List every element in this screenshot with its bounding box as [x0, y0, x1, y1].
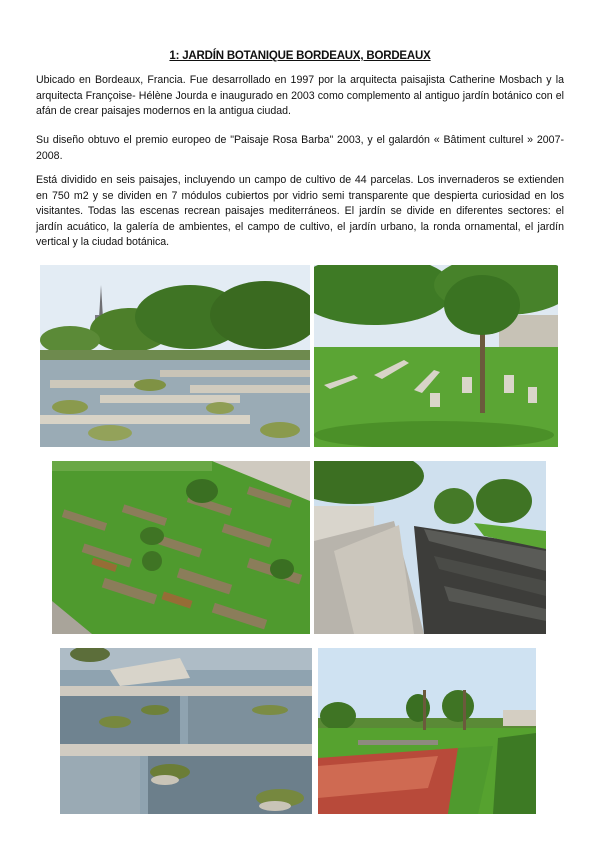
- paragraph-location: Ubicado en Bordeaux, Francia. Fue desarrollado en 1997 por la arquitecta paisajista Catherine Mosbach y la arquitecta Françoise- Hélène Jourda e inaugurado en 2003 como complemento al antiguo jardín botánico con el afán de crear paisajes modernos en la antigua ciudad.: [36, 74, 564, 118]
- photo-aquatic-pools: [60, 648, 312, 814]
- paragraph-awards: Su diseño obtuvo el premio europeo de "Paisaje Rosa Barba" 2003, y el galardón « Bâtiment culturel » 2007-2008.: [36, 134, 564, 162]
- document-title: 1: JARDÍN BOTANIQUE BORDEAUX, BORDEAUX: [169, 50, 431, 62]
- paragraph-description: Está dividido en seis paisajes, incluyendo un campo de cultivo de 44 parcelas. Los invernaderos se extienden en 750 m2 y se dividen en 7 módulos cubiertos por vidrio semi transparente que despierta curiosidad en los visitantes. Todas las escenas recrean paisajes mediterráneos. El jardín se divide en diferentes sectores: el jardín acuático, la galería de ambientes, el campo de cultivo, el jardín urbano, la ronda ornamental, el jardín vertical y la ciudad botánica.: [36, 174, 564, 249]
- photo-water-garden-spire: [40, 265, 310, 447]
- photo-slate-wall-path: [314, 461, 546, 634]
- photo-cultivation-field: [52, 461, 310, 634]
- photo-lawn-tree: [314, 265, 558, 447]
- photo-flower-beds: [318, 648, 536, 814]
